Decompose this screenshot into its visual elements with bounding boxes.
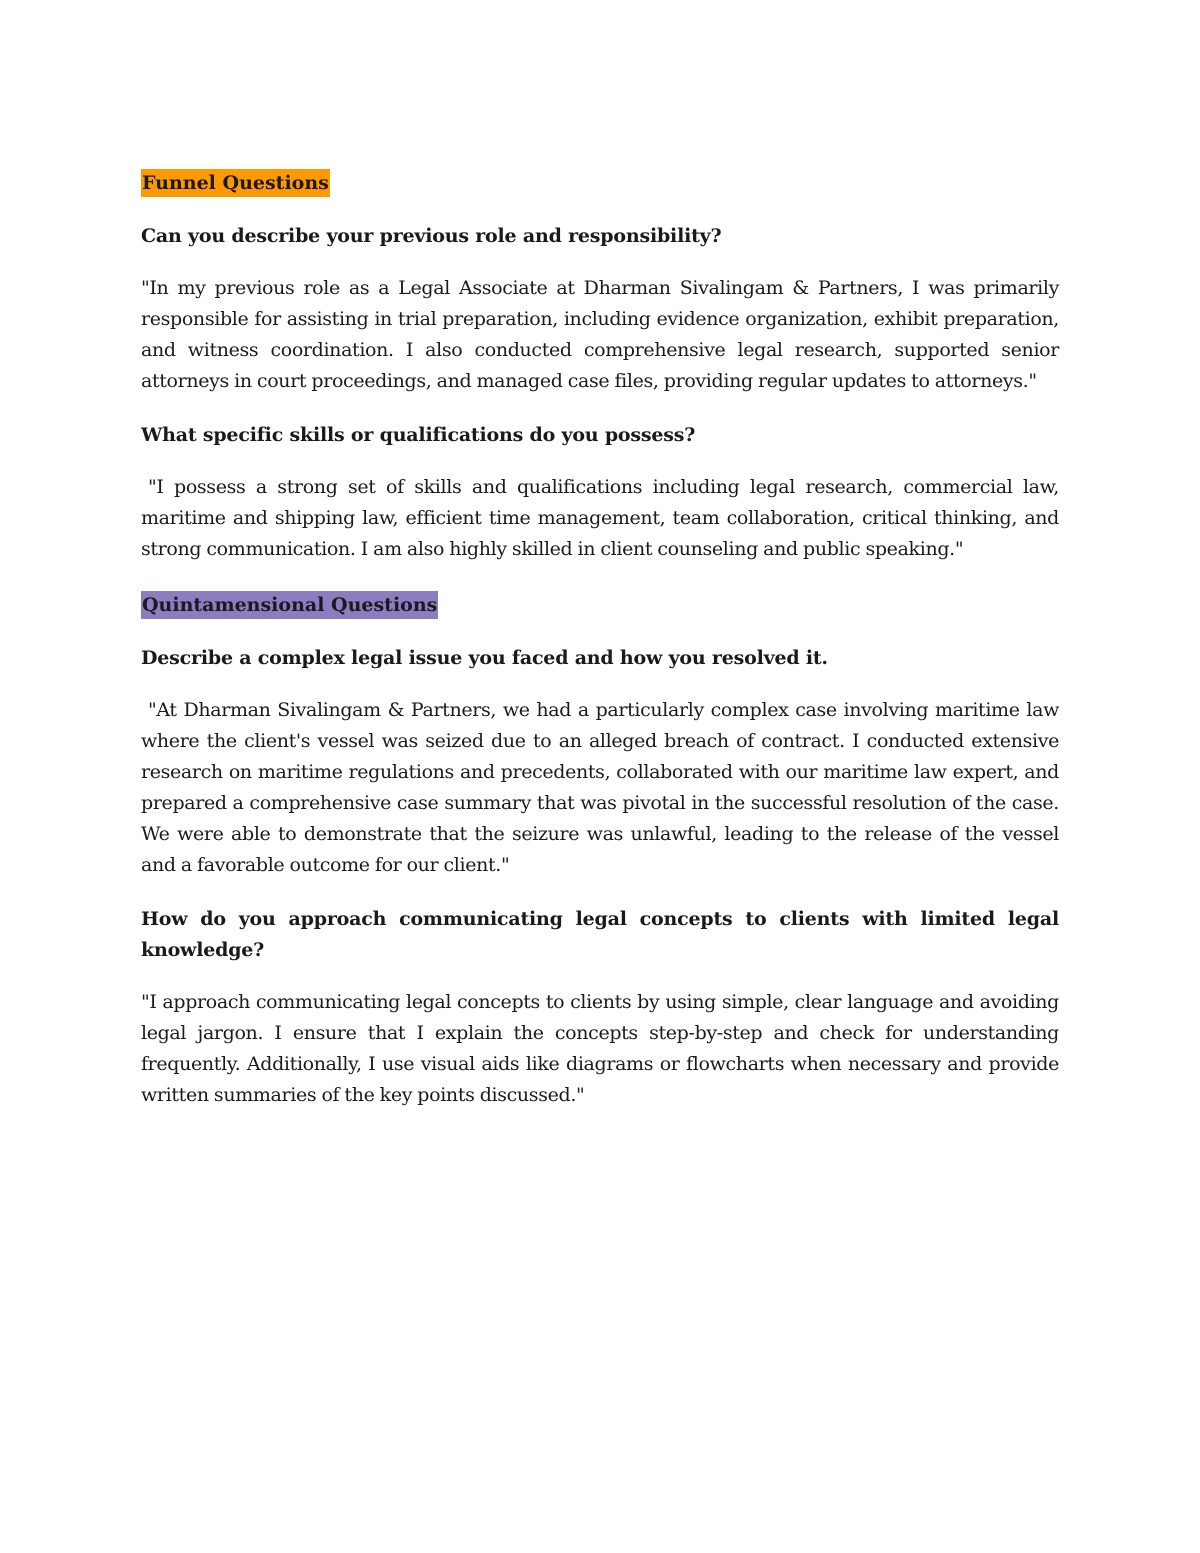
answer-previous-role: "In my previous role as a Legal Associate at Dharman Sivalingam & Partners, I was primarily responsible for assisting in trial preparation, including evidence organization, exhibit preparation, and witness coordination. I also conducted comprehensive legal research, supported senior attorneys in court proceedings, and managed case files, providing regular updates to attorneys." [141, 277, 1059, 392]
funnel-questions-heading: Funnel Questions [141, 169, 330, 197]
answer-communicating-concepts: "I approach communicating legal concepts to clients by using simple, clear language and avoiding legal jargon. I ensure that I explain the concepts step-by-step and check for understanding frequently. Additionally, I use visual aids like diagrams or flowcharts when necessary and provide written summaries of the key points discussed." [141, 991, 1059, 1106]
quintamensional-questions-heading: Quintamensional Questions [141, 591, 438, 619]
answer-skills: "I possess a strong set of skills and qualifications including legal research, commercial law, maritime and shipping law, efficient time management, team collaboration, critical thinking, and strong communication. I am also highly skilled in client counseling and public speaking." [141, 476, 1059, 560]
funnel-heading-wrap [141, 166, 1059, 200]
question-complex-issue: Describe a complex legal issue you faced and how you resolved it. [141, 647, 828, 669]
question-previous-role: Can you describe your previous role and responsibility? [141, 225, 722, 247]
document-page [141, 166, 1059, 1134]
question-communicating-concepts: How do you approach communicating legal concepts to clients with limited legal knowledge? [141, 908, 1059, 961]
answer-complex-issue: "At Dharman Sivalingam & Partners, we had a particularly complex case involving maritime law where the client's vessel was seized due to an alleged breach of contract. I conducted extensive research on maritime regulations and precedents, collaborated with our maritime law expert, and prepared a comprehensive case summary that was pivotal in the successful resolution of the case. We were able to demonstrate that the seizure was unlawful, leading to the release of the vessel and a favorable outcome for our client." [141, 699, 1059, 876]
quintamensional-heading-wrap [141, 588, 1059, 622]
question-skills: What specific skills or qualifications do you possess? [141, 424, 696, 446]
